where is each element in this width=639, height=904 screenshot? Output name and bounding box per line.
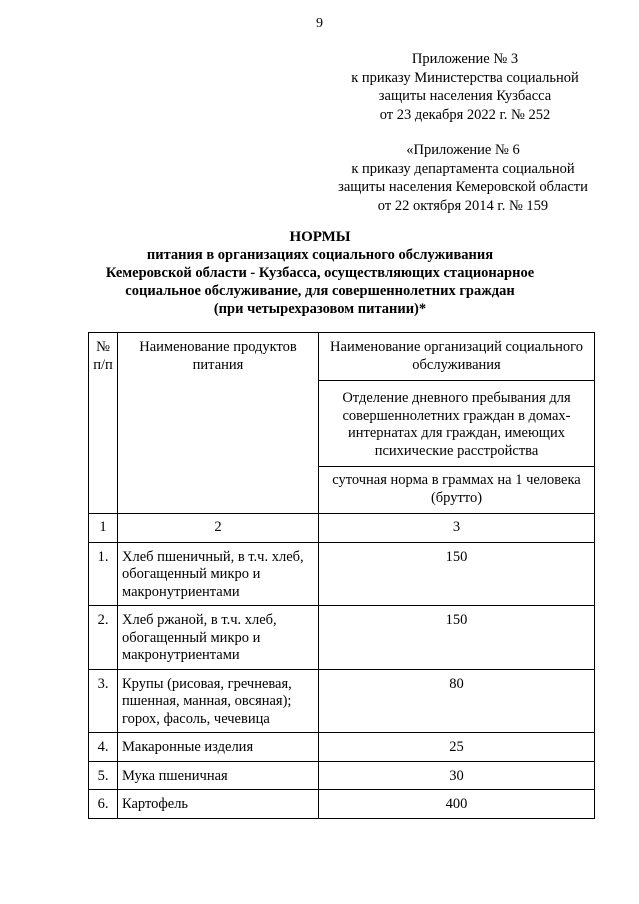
- row-value: 25: [319, 733, 595, 762]
- row-product-name: Мука пшеничная: [118, 761, 319, 790]
- row-num: 2.: [89, 606, 118, 670]
- appendix-original-line1: «Приложение № 6: [406, 142, 520, 158]
- row-value: 400: [319, 790, 595, 819]
- row-num: 1.: [89, 542, 118, 606]
- header-product: Наименование продуктов питания: [118, 333, 319, 514]
- title-line4: (при четырехразовом питании)*: [213, 301, 427, 317]
- index-cell: 2: [118, 514, 319, 543]
- row-num: 3.: [89, 669, 118, 733]
- index-cell: 1: [89, 514, 118, 543]
- row-product-name: Макаронные изделия: [118, 733, 319, 762]
- row-num: 6.: [89, 790, 118, 819]
- page-number: 9: [316, 16, 323, 31]
- table-index-row: [89, 514, 595, 543]
- appendix-current-line3: защиты населения Кузбасса: [378, 88, 552, 104]
- header-num: № п/п: [89, 333, 118, 514]
- table-row: [89, 542, 595, 606]
- row-value: 150: [319, 606, 595, 670]
- appendix-current-line1: Приложение № 3: [411, 51, 519, 67]
- row-num: 4.: [89, 733, 118, 762]
- title-line2: Кемеровской области - Кузбасса, осуществляющих стационарное: [105, 265, 535, 281]
- row-value: 150: [319, 542, 595, 606]
- row-num: 5.: [89, 761, 118, 790]
- norms-table: [88, 332, 595, 819]
- title-main: НОРМЫ: [289, 229, 351, 245]
- index-cell: 3: [319, 514, 595, 543]
- table-row: [89, 606, 595, 670]
- row-product-name: Картофель: [118, 790, 319, 819]
- appendix-current-line2: к приказу Министерства социальной: [351, 69, 579, 86]
- document-title: [60, 228, 580, 318]
- table-row: [89, 669, 595, 733]
- appendix-current-line4: от 23 декабря 2022 г. № 252: [379, 106, 551, 123]
- appendix-original: [318, 141, 608, 215]
- table-row: [89, 790, 595, 819]
- title-line1: питания в организациях социального обслуживания: [146, 247, 494, 263]
- row-product-name: Хлеб ржаной, в т.ч. хлеб, обогащенный микро и макронутриентами: [118, 606, 319, 670]
- header-unit: суточная норма в граммах на 1 человека (брутто): [319, 467, 595, 514]
- title-line3: социальное обслуживание, для совершеннолетних граждан: [125, 283, 515, 299]
- appendix-original-line4: от 22 октября 2014 г. № 159: [377, 197, 549, 214]
- table-row: [89, 733, 595, 762]
- table-header-row: [89, 333, 595, 381]
- appendix-current: [330, 50, 600, 124]
- table-row: [89, 761, 595, 790]
- row-value: 30: [319, 761, 595, 790]
- row-value: 80: [319, 669, 595, 733]
- header-org: Наименование организаций социального обслуживания: [319, 333, 595, 381]
- row-product-name: Крупы (рисовая, гречневая, пшенная, манная, овсяная); горох, фасоль, чечевица: [118, 669, 319, 733]
- row-product-name: Хлеб пшеничный, в т.ч. хлеб, обогащенный микро и макронутриентами: [118, 542, 319, 606]
- appendix-original-line2: к приказу департамента социальной: [351, 160, 575, 177]
- header-dept: Отделение дневного пребывания для совершеннолетних граждан в домах-интернатах для граждан, имеющих психические расстройства: [319, 381, 595, 467]
- appendix-original-line3: защиты населения Кемеровской области: [338, 179, 588, 195]
